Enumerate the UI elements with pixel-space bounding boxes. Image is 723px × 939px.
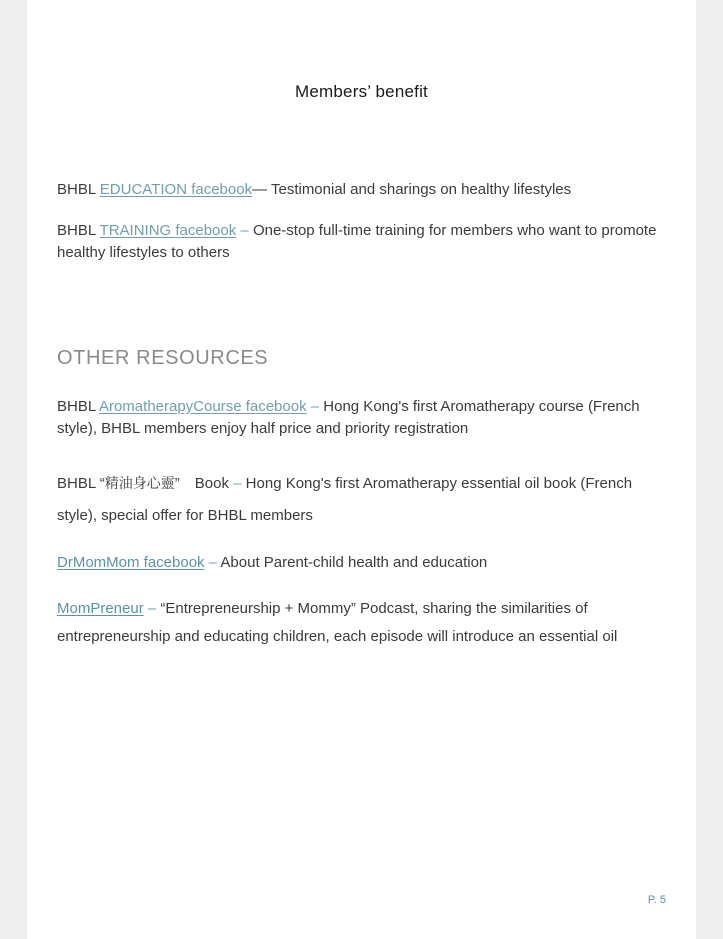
page-number: P. 5 <box>647 894 666 906</box>
paragraph-dash: – <box>204 554 221 571</box>
document-page <box>27 0 696 939</box>
paragraph-aromatherapy-course <box>57 396 666 440</box>
link-education-facebook[interactable]: EDUCATION facebook <box>99 181 253 198</box>
paragraph-cjk-title: 精油身心靈 <box>104 476 175 492</box>
paragraph-prefix: BHBL <box>57 398 99 415</box>
paragraph-suffix: ” Book <box>174 475 234 492</box>
link-aromatherapycourse-facebook[interactable]: AromatherapyCourse facebook <box>98 398 307 415</box>
paragraph-dash: – <box>306 398 324 415</box>
paragraph-education-facebook <box>57 179 666 201</box>
link-mompreneur[interactable]: MomPreneur <box>57 600 144 617</box>
link-drmommom-facebook[interactable]: DrMomMom facebook <box>57 554 205 571</box>
paragraph-text: Hong Kong's first Aromatherapy essential oil book (French style), special offer for BHBL members <box>57 475 633 524</box>
paragraph-drmommom-facebook <box>57 552 666 574</box>
paragraph-mompreneur <box>57 595 666 651</box>
paragraph-text: “Entrepreneurship + Mommy” Podcast, sharing the similarities of entrepreneurship and educating children, each episode will introduce an essential oil <box>57 600 618 645</box>
page-title: Members’ benefit <box>295 82 428 101</box>
paragraph-text: — Testimonial and sharings on healthy lifestyles <box>252 181 572 198</box>
paragraph-text: About Parent-child health and education <box>220 554 488 571</box>
paragraph-prefix: BHBL <box>57 222 100 239</box>
paragraph-dash: – <box>143 600 161 617</box>
paragraph-text: One-stop full-time training for members who want to promote healthy lifestyles to others <box>57 222 657 261</box>
paragraph-prefix: BHBL “ <box>57 475 105 492</box>
paragraph-text: Hong Kong's first Aromatherapy course (French style), BHBL members enjoy half price and priority registration <box>57 398 640 437</box>
document-content <box>57 0 666 651</box>
paragraph-dash: – <box>236 222 253 239</box>
paragraph-prefix: BHBL <box>57 181 100 198</box>
paragraph-training-facebook <box>57 220 666 264</box>
link-training-facebook[interactable]: TRAINING facebook <box>99 222 237 239</box>
section-heading-other-resources: OTHER RESOURCES <box>57 347 269 369</box>
paragraph-essential-oil-book <box>57 468 666 532</box>
paragraph-dash: – <box>233 475 246 492</box>
